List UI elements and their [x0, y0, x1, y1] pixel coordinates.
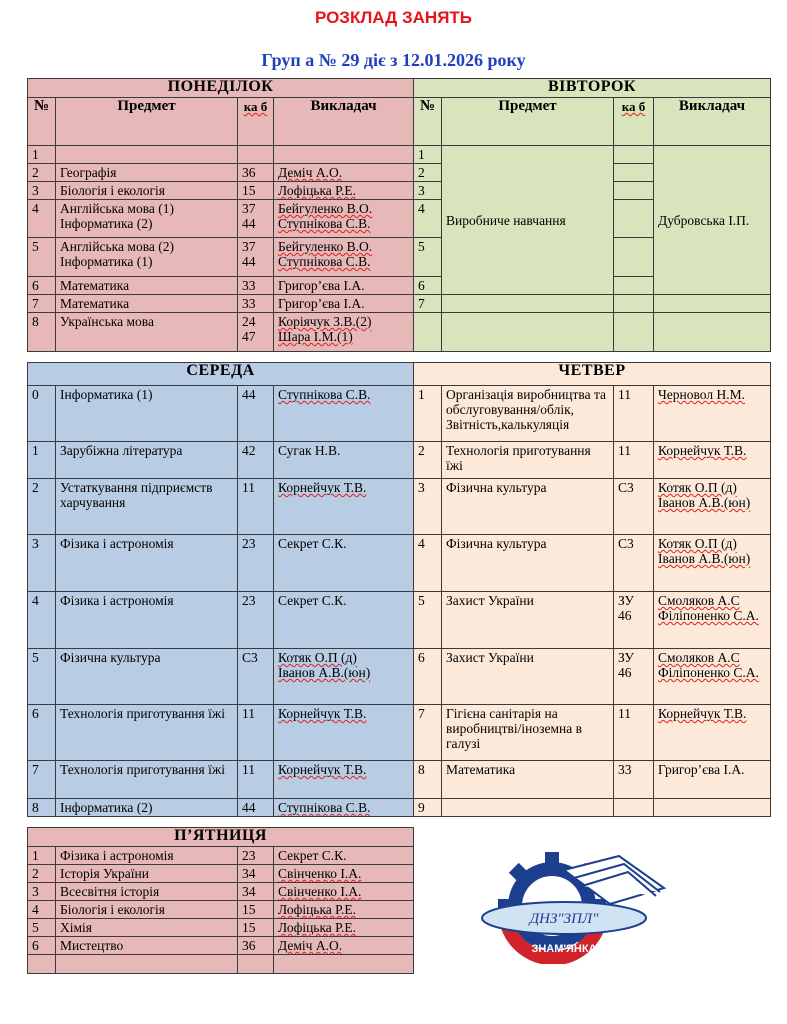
friday-table: [27, 827, 414, 974]
lesson-room: 42: [238, 442, 274, 479]
lesson-num: 7: [28, 761, 56, 799]
lesson-room: 37 44: [238, 238, 274, 277]
lesson-teacher: Котяк О.П (д) Іванов А.В.(юн): [274, 649, 414, 705]
lesson-room: 23: [238, 592, 274, 649]
table-row: [28, 535, 414, 592]
lesson-subject: Інформатика (1): [56, 386, 238, 442]
lesson-room: [238, 955, 274, 974]
lesson-num: 2: [28, 164, 56, 182]
lesson-subject: Біологія і екологія: [56, 182, 238, 200]
lesson-num: 5: [28, 238, 56, 277]
table-row: [414, 313, 771, 352]
lesson-subject: [56, 146, 238, 164]
lesson-teacher: Сугак Н.В.: [274, 442, 414, 479]
lesson-subject: Англійська мова (1) Інформатика (2): [56, 200, 238, 238]
lesson-num: 3: [28, 535, 56, 592]
lesson-subject: Мистецтво: [56, 937, 238, 955]
lesson-subject: Зарубіжна література: [56, 442, 238, 479]
thursday-table: [413, 362, 771, 817]
table-row: [28, 649, 414, 705]
logo-text: ДНЗ"ЗПЛ": [529, 911, 599, 927]
lesson-room: 15: [238, 901, 274, 919]
lesson-subject: Фізична культура: [442, 535, 614, 592]
lesson-num: 4: [414, 535, 442, 592]
lesson-subject: Технологія приготування їжі: [56, 705, 238, 761]
lesson-num: 3: [414, 182, 442, 200]
table-row: [414, 799, 771, 817]
lesson-teacher: Секрет С.К.: [274, 847, 414, 865]
lesson-room: 11: [614, 705, 654, 761]
day-header-monday: ПОНЕДІЛОК: [28, 79, 414, 98]
lesson-teacher: Дубровська І.П.: [654, 146, 771, 295]
lesson-teacher: Корнейчук Т.В.: [274, 479, 414, 535]
lesson-teacher: Смоляков А.С Філіпоненко С.А.: [654, 592, 771, 649]
lesson-subject: Виробниче навчання: [442, 146, 614, 295]
lesson-num: 3: [28, 883, 56, 901]
lesson-teacher: Котяк О.П (д) Іванов А.В.(юн): [654, 535, 771, 592]
table-row: [28, 146, 414, 164]
lesson-room: 23: [238, 535, 274, 592]
lesson-num: 1: [414, 146, 442, 164]
table-row: [28, 295, 414, 313]
table-row: [28, 705, 414, 761]
table-row: [414, 535, 771, 592]
logo-emblem: [414, 848, 770, 964]
table-row: [28, 442, 414, 479]
lesson-room: 15: [238, 182, 274, 200]
tuesday-table: [413, 78, 771, 352]
table-row: [28, 901, 414, 919]
lesson-num: 2: [28, 479, 56, 535]
table-row: [414, 295, 771, 313]
lesson-room: 33: [238, 295, 274, 313]
lesson-subject: Всесвітня історія: [56, 883, 238, 901]
lesson-room: 15: [238, 919, 274, 937]
lesson-teacher: Секрет С.К.: [274, 592, 414, 649]
lesson-num: 1: [414, 386, 442, 442]
lesson-subject: Географія: [56, 164, 238, 182]
table-row: [28, 200, 414, 238]
table-row: [28, 955, 414, 974]
table-row: [28, 592, 414, 649]
lesson-teacher: Ступнікова С.В.: [274, 386, 414, 442]
lesson-num: 6: [28, 705, 56, 761]
day-header-thursday: ЧЕТВЕР: [414, 363, 771, 386]
table-row: [28, 238, 414, 277]
lesson-num: 4: [28, 200, 56, 238]
table-row: [414, 479, 771, 535]
lesson-subject: Технологія приготування їжі: [56, 761, 238, 799]
header-row: [414, 98, 771, 146]
lesson-room: 24 47: [238, 313, 274, 352]
lesson-num: 2: [414, 164, 442, 182]
lesson-room: ЗУ 46: [614, 592, 654, 649]
lesson-teacher: Лофіцька Р.Е.: [274, 182, 414, 200]
lesson-teacher: [274, 955, 414, 974]
lesson-num: 6: [28, 277, 56, 295]
col-num: №: [414, 98, 442, 146]
lesson-num: 3: [414, 479, 442, 535]
lesson-subject: Математика: [56, 277, 238, 295]
lesson-num: 2: [28, 865, 56, 883]
col-room: ка б: [614, 98, 654, 146]
lesson-teacher: [274, 146, 414, 164]
table-row: [414, 146, 771, 164]
lesson-teacher: Корнейчук Т.В.: [274, 761, 414, 799]
lesson-room: 11: [238, 479, 274, 535]
lesson-room: 11: [238, 705, 274, 761]
school-logo: [414, 848, 770, 964]
lesson-teacher: Секрет С.К.: [274, 535, 414, 592]
lesson-subject: Математика: [56, 295, 238, 313]
lesson-num: 4: [28, 592, 56, 649]
table-row: [414, 592, 771, 649]
lesson-num: 8: [28, 799, 56, 817]
lesson-teacher: Корнейчук Т.В.: [654, 705, 771, 761]
table-row: [28, 761, 414, 799]
lesson-room: 33: [614, 761, 654, 799]
lesson-subject: Фізика і астрономія: [56, 535, 238, 592]
table-row: [28, 386, 414, 442]
lesson-room: 11: [238, 761, 274, 799]
lesson-subject: Фізика і астрономія: [56, 592, 238, 649]
lesson-num: 7: [28, 295, 56, 313]
table-row: [28, 883, 414, 901]
lesson-teacher: Корнейчук Т.В.: [654, 442, 771, 479]
lesson-room: 23: [238, 847, 274, 865]
lesson-num: 8: [28, 313, 56, 352]
lesson-num: 8: [414, 761, 442, 799]
lesson-teacher: Свінченко І.А.: [274, 883, 414, 901]
lesson-subject: Фізика і астрономія: [56, 847, 238, 865]
table-row: [28, 919, 414, 937]
table-row: [414, 649, 771, 705]
lesson-room: 36: [238, 164, 274, 182]
lesson-subject: Українська мова: [56, 313, 238, 352]
lesson-num: 7: [414, 705, 442, 761]
day-header-tuesday: ВІВТОРОК: [414, 79, 771, 98]
page-title: РОЗКЛАД ЗАНЯТЬ: [314, 8, 473, 27]
lesson-num: 1: [28, 847, 56, 865]
lesson-num: 5: [28, 919, 56, 937]
lesson-room: С3: [614, 479, 654, 535]
table-row: [414, 761, 771, 799]
lesson-num: 0: [28, 386, 56, 442]
lesson-num: 6: [414, 277, 442, 295]
lesson-room: ЗУ 46: [614, 649, 654, 705]
lesson-teacher: [654, 799, 771, 817]
lesson-num: 2: [414, 442, 442, 479]
lesson-num: 7: [414, 295, 442, 313]
lesson-num: 9: [414, 799, 442, 817]
col-teacher: Викладач: [274, 98, 414, 146]
lesson-teacher: Котяк О.П (д) Іванов А.В.(юн): [654, 479, 771, 535]
lesson-room: 11: [614, 386, 654, 442]
lesson-subject: Хімія: [56, 919, 238, 937]
monday-table: [27, 78, 414, 352]
lesson-num: [28, 955, 56, 974]
lesson-subject: [56, 955, 238, 974]
lesson-subject: Організація виробництва та обслуговування/облік, Звітність,калькуляція: [442, 386, 614, 442]
lesson-subject: Устаткування підприємств харчування: [56, 479, 238, 535]
lesson-subject: Біологія і екологія: [56, 901, 238, 919]
lesson-teacher: Григор’єва І.А.: [274, 277, 414, 295]
lesson-teacher: Черновол Н.М.: [654, 386, 771, 442]
table-row: [28, 182, 414, 200]
lesson-teacher: Бейгуленко В.О. Ступнікова С.В.: [274, 200, 414, 238]
lesson-num: 1: [28, 146, 56, 164]
lesson-room: 11: [614, 442, 654, 479]
lesson-subject: Інформатика (2): [56, 799, 238, 817]
lesson-num: 4: [28, 901, 56, 919]
lesson-room: 36: [238, 937, 274, 955]
table-row: [28, 847, 414, 865]
lesson-num: 6: [414, 649, 442, 705]
lesson-subject: Англійська мова (2) Інформатика (1): [56, 238, 238, 277]
lesson-room: [238, 146, 274, 164]
lesson-teacher: Смоляков А.С Філіпоненко С.А.: [654, 649, 771, 705]
lesson-subject: [442, 799, 614, 817]
lesson-subject: Гігієна санітарія на виробництві/іноземна в галузі: [442, 705, 614, 761]
lesson-num: 1: [28, 442, 56, 479]
table-row: [414, 386, 771, 442]
col-subject: Предмет: [56, 98, 238, 146]
lesson-subject: Захист України: [442, 649, 614, 705]
lesson-room: 44: [238, 386, 274, 442]
header-row: [28, 98, 414, 146]
table-row: [28, 277, 414, 295]
lesson-teacher: Коріячук З.В.(2) Шара І.М.(1): [274, 313, 414, 352]
lesson-teacher: Лофіцька Р.Е.: [274, 919, 414, 937]
logo-ring-text: ЗНАМ'ЯНКА: [531, 943, 597, 955]
lesson-teacher: Ступнікова С.В.: [274, 799, 414, 817]
wednesday-table: [27, 362, 414, 817]
col-subject: Предмет: [442, 98, 614, 146]
lesson-subject: Математика: [442, 761, 614, 799]
lesson-num: 4: [414, 200, 442, 238]
lesson-num: 5: [28, 649, 56, 705]
lesson-num: 5: [414, 592, 442, 649]
day-header-friday: П’ЯТНИЦЯ: [28, 828, 414, 847]
lesson-teacher: Бейгуленко В.О. Ступнікова С.В.: [274, 238, 414, 277]
lesson-num: 3: [28, 182, 56, 200]
lesson-teacher: Григор’єва І.А.: [654, 761, 771, 799]
lesson-teacher: Григор’єва І.А.: [274, 295, 414, 313]
lesson-teacher: Деміч А.О.: [274, 164, 414, 182]
table-row: [28, 799, 414, 817]
lesson-subject: Фізична культура: [442, 479, 614, 535]
col-teacher: Викладач: [654, 98, 771, 146]
col-num: №: [28, 98, 56, 146]
lesson-room: [614, 799, 654, 817]
lesson-room: С3: [238, 649, 274, 705]
lesson-room: 33: [238, 277, 274, 295]
lesson-num: 6: [28, 937, 56, 955]
table-row: [28, 479, 414, 535]
table-row: [414, 705, 771, 761]
table-row: [414, 442, 771, 479]
table-row: [28, 164, 414, 182]
lesson-num: 5: [414, 238, 442, 277]
lesson-teacher: Лофіцька Р.Е.: [274, 901, 414, 919]
lesson-teacher: Деміч А.О.: [274, 937, 414, 955]
lesson-subject: Історія України: [56, 865, 238, 883]
lesson-room: 34: [238, 865, 274, 883]
lesson-room: 44: [238, 799, 274, 817]
lesson-room: 37 44: [238, 200, 274, 238]
col-room: ка б: [238, 98, 274, 146]
day-header-wednesday: СЕРЕДА: [28, 363, 414, 386]
lesson-teacher: Свінченко І.А.: [274, 865, 414, 883]
lesson-subject: Технологія приготування їжі: [442, 442, 614, 479]
group-subtitle: Груп а № 29 діє з 12.01.2026 року: [261, 50, 526, 70]
lesson-room: 34: [238, 883, 274, 901]
table-row: [28, 313, 414, 352]
lesson-subject: Фізична культура: [56, 649, 238, 705]
lesson-teacher: Корнейчук Т.В.: [274, 705, 414, 761]
lesson-subject: Захист України: [442, 592, 614, 649]
lesson-room: С3: [614, 535, 654, 592]
table-row: [28, 865, 414, 883]
table-row: [28, 937, 414, 955]
